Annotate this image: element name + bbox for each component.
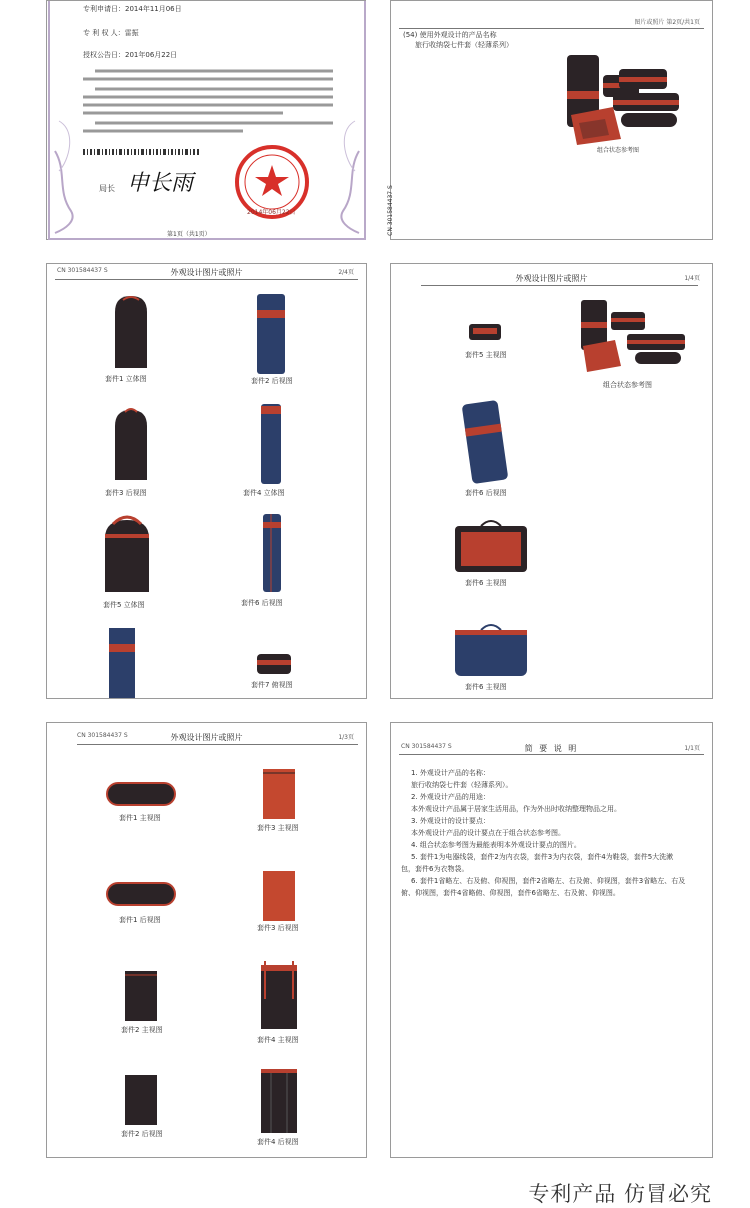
- photos3-cap-1: 套件1 主视图: [119, 814, 161, 822]
- photos2-title: 外观设计图片或照片: [515, 274, 588, 283]
- seal-date: 2014年06月22日: [247, 209, 296, 216]
- cert-line-pub: 授权公告日：201年06月22日: [83, 51, 178, 59]
- bag-photo: [101, 626, 141, 698]
- summary-title: 简 要 说 明: [524, 744, 579, 753]
- bag-photo: [451, 620, 531, 680]
- photos1-code: CN 301584437 S: [57, 267, 108, 274]
- bag-photo: [465, 320, 505, 344]
- photos2-cap-4: 套件6 主视图: [465, 579, 507, 587]
- cert-line-date: 专利申请日：2014年11月06日: [83, 5, 182, 13]
- photos3-cap-2: 套件3 主视图: [257, 824, 299, 832]
- product-caption: 组合状态参考图: [597, 147, 640, 154]
- bag-photo: [97, 510, 157, 596]
- bag-photo: [121, 969, 161, 1023]
- summary-page-number: 1/1页: [684, 745, 700, 752]
- certificate-page: [46, 0, 366, 240]
- photos1-page: 2/4页: [338, 269, 354, 276]
- photos3-cap-7: 套件2 后视图: [121, 1130, 163, 1138]
- photos1-cap-3: 套件3 后视图: [105, 489, 147, 497]
- photos1-cap-2: 套件2 后视图: [251, 377, 293, 385]
- bag-photo: [251, 292, 291, 376]
- bag-photo: [259, 767, 299, 821]
- bag-photo: [105, 292, 155, 372]
- summary-page: [390, 722, 713, 1158]
- photos2-cap-1: 套件5 主视图: [465, 351, 507, 359]
- summary-line: 3. 外观设计的设计要点：: [411, 817, 490, 825]
- photos-page-1: [46, 263, 367, 699]
- cert-page-label: 第1页（共1页）: [167, 231, 211, 238]
- summary-line: 俯、仰视图，套件4省略俯、仰视图，套件6省略左、右及俯、仰视图。: [401, 889, 620, 897]
- photos2-cap-5: 套件6 主视图: [465, 683, 507, 691]
- bag-photo: [251, 402, 291, 486]
- bag-photo: [105, 404, 155, 484]
- section-title: (54) 使用外观设计的产品名称: [403, 31, 497, 39]
- photos3-cap-5: 套件2 主视图: [121, 1026, 163, 1034]
- photos1-cap-8: 套件7 俯视图: [251, 681, 293, 689]
- bag-photo: [105, 881, 177, 907]
- bag-photo: [259, 869, 299, 923]
- photos-page-2: [390, 263, 713, 699]
- photos2-page: 1/4页: [684, 275, 700, 282]
- photos3-title: 外观设计图片或照片: [170, 733, 243, 742]
- summary-code: CN 301584437 S: [401, 743, 452, 750]
- summary-line: 1. 外观设计产品的名称：: [411, 769, 490, 777]
- photos3-code: CN 301584437 S: [77, 732, 128, 739]
- director-signature: 申长雨: [127, 171, 194, 196]
- photos3-cap-3: 套件1 后视图: [119, 916, 161, 924]
- cert-line-owner: 专 利 权 人：雷振: [83, 29, 139, 37]
- cert-body-text: [83, 67, 343, 147]
- summary-line: 包，套件6为衣物袋。: [401, 865, 469, 873]
- summary-line: 旅行收纳袋七件套（轻薄系列）。: [411, 781, 513, 789]
- director-label: 局长: [99, 184, 115, 193]
- photos-page-3: [46, 722, 367, 1158]
- product-header-right: 图片或照片 第2页/共1页: [634, 19, 700, 26]
- photos1-cap-6: 套件6 后视图: [241, 599, 283, 607]
- summary-line: 本外观设计产品属于居家生活用品，作为外出时收纳整理物品之用。: [411, 805, 621, 813]
- product-side-code: CN 301584437 S: [386, 185, 394, 236]
- photos3-cap-6: 套件4 主视图: [257, 1036, 299, 1044]
- footer-slogan: 专利产品 仿冒必究: [528, 1182, 712, 1206]
- product-name: 旅行收纳袋七件套（轻薄系列）: [415, 41, 513, 49]
- bag-photo: [253, 648, 297, 678]
- photos3-page: 1/3页: [338, 734, 354, 741]
- photos2-cap-2: 组合状态参考图: [603, 381, 652, 389]
- bag-photo: [451, 516, 531, 576]
- summary-line: 6. 套件1省略左、右及俯、仰视图，套件2省略左、右及俯、仰视图，套件3省略左、右及: [411, 877, 686, 885]
- photos3-cap-8: 套件4 后视图: [257, 1138, 299, 1146]
- photos1-title: 外观设计图片或照片: [170, 268, 243, 277]
- photos2-cap-3: 套件6 后视图: [465, 489, 507, 497]
- bag-photo: [257, 959, 301, 1031]
- summary-line: 5. 套件1为电器线袋，套件2为内衣袋，套件3为内衣袋，套件4为鞋袋，套件5大洗漱: [411, 853, 674, 861]
- summary-line: 4. 组合状态参考图为最能表明本外观设计要点的图片。: [411, 841, 581, 849]
- product-page: [386, 0, 713, 240]
- bag-photo: [251, 512, 291, 596]
- summary-body: [401, 767, 707, 899]
- bag-set-photo: [575, 294, 695, 374]
- photos3-cap-4: 套件3 后视图: [257, 924, 299, 932]
- bag-photo: [121, 1073, 161, 1127]
- summary-line: 本外观设计产品的设计要点在于组合状态参考图。: [411, 829, 565, 837]
- bag-set-photo: [561, 47, 701, 147]
- photos1-cap-1: 套件1 立体图: [105, 375, 147, 383]
- bag-photo: [105, 781, 177, 807]
- bag-photo: [257, 1063, 301, 1135]
- photos1-cap-4: 套件4 立体图: [243, 489, 285, 497]
- bag-photo: [461, 396, 511, 486]
- barcode: [83, 149, 203, 155]
- photos1-cap-5: 套件5 立体图: [103, 601, 145, 609]
- summary-line: 2. 外观设计产品的用途：: [411, 793, 490, 801]
